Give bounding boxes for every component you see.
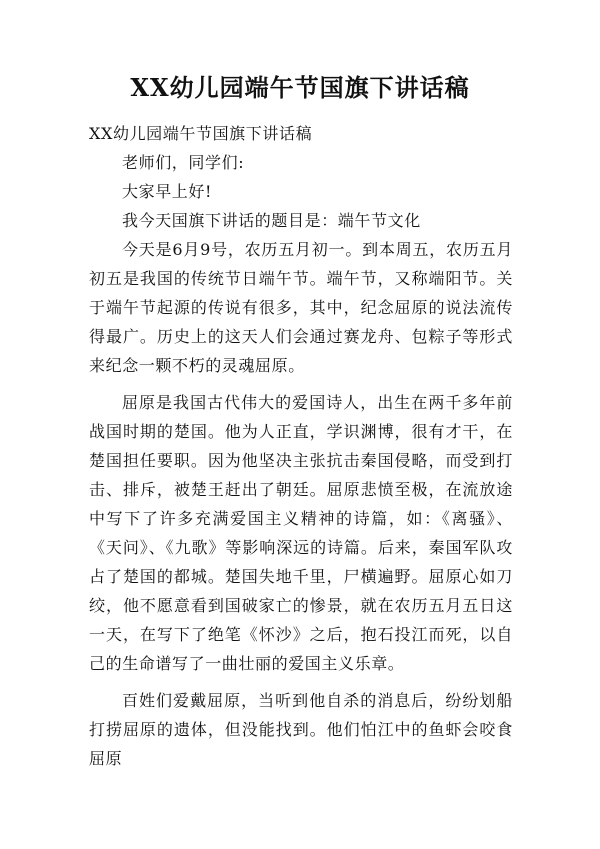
document-body (89, 119, 513, 773)
document-subtitle: XX幼儿园端午节国旗下讲话稿 (89, 124, 313, 143)
topic-line: 我今天国旗下讲话的题目是：端午节文化 (122, 211, 421, 230)
greeting-line: 老师们，同学们: (122, 153, 245, 172)
salutation-line: 大家早上好! (122, 182, 213, 201)
paragraph-1: 今天是6月9号，农历五月初一。到本周五，农历五月初五是我国的传统节日端午节。端午节，又称端阳节。关于端午节起源的传说有很多，其中，纪念屈原的说法流传得最广。历史上的这天人们会通过赛龙舟、包粽子等形式来纪念一颗不朽的灵魂屈原。 (89, 240, 513, 375)
paragraph-3: 百姓们爱戴屈原，当听到他自杀的消息后，纷纷划船打捞屈原的遗体，但没能找到。他们怕江中的鱼虾会咬食屈原 (89, 691, 513, 768)
paragraph-2: 屈原是我国古代伟大的爱国诗人，出生在两千多年前战国时期的楚国。他为人正直，学识渊博，很有才干，在楚国担任要职。因为他坚决主张抗击秦国侵略，而受到打击、排斥，被楚王赶出了朝廷。屈原悲愤至极，在流放途中写下了许多充满爱国主义精神的诗篇，如：《离骚》、《天问》、《九歌》等影响深远的诗篇。后来，秦国军队攻占了楚国的都城。楚国失地千里，尸横遍野。屈原心如刀绞，他不愿意看到国破家亡的惨景，就在农历五月五日这一天，在写下了绝笔《怀沙》之后，抱石投江而死，以自己的生命谱写了一曲壮丽的爱国主义乐章。 (89, 393, 513, 673)
document-title: XX幼儿园端午节国旗下讲话稿 (130, 73, 470, 102)
